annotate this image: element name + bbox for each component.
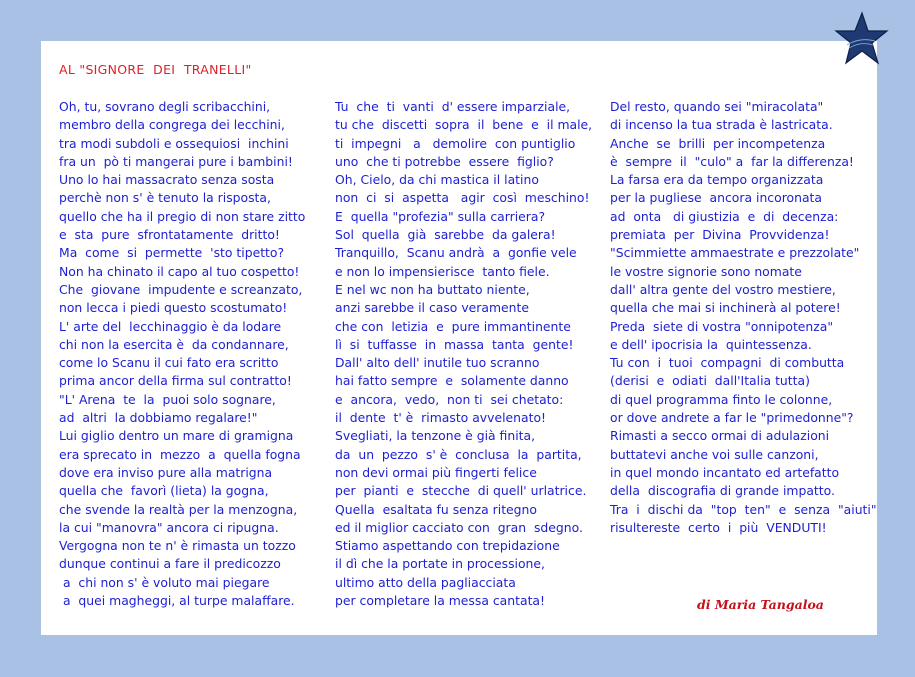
poem-line: è sempre il "culo" a far la differenza! [610,153,854,169]
poem-line: il dì che la portate in processione, [335,556,545,572]
poem-line: uno che ti potrebbe essere figlio? [335,153,554,169]
poem-page [41,41,877,635]
poem-line: di quel programma finto le colonne, [610,391,833,407]
poem-title: AL "SIGNORE DEI TRANELLI" [59,62,252,77]
poem-line: tra modi subdoli e ossequiosi inchini [59,135,289,151]
poem-line: dove era inviso pure alla matrigna [59,464,273,480]
poem-line: Preda siete di vostra "onnipotenza" [610,318,834,334]
poem-line: premiata per Divina Provvidenza! [610,227,830,243]
poem-line: Vergogna non te n' è rimasta un tozzo [59,538,296,554]
poem-line: quella che favorì (lieta) la gogna, [59,483,269,499]
poem-line: e ancora, vedo, non ti sei chetato: [335,391,564,407]
poem-line: tu che discetti sopra il bene e il male, [335,117,593,133]
poem-line: Svegliati, la tenzone è già finita, [335,428,536,444]
poem-line: di incenso la tua strada è lastricata. [610,117,833,133]
poem-line: (derisi e odiati dall'Italia tutta) [610,373,810,389]
poem-line: fra un pò ti mangerai pure i bambini! [59,153,293,169]
poem-line: Non ha chinato il capo al tuo cospetto! [59,263,300,279]
poem-line: che svende la realtà per la menzogna, [59,501,298,517]
poem-line: Tu che ti vanti d' essere imparziale, [335,99,571,114]
poem-line: ed il miglior cacciato con gran sdegno. [335,519,583,535]
poem-line: "L' Arena te la puoi solo sognare, [59,391,276,407]
poem-line: prima ancor della firma sul contratto! [59,373,292,389]
poem-line: Tu con i tuoi compagni di combutta [610,355,845,371]
poem-line: Sol quella già sarebbe da galera! [335,227,556,243]
poem-line: Oh, tu, sovrano degli scribacchini, [59,99,271,114]
poem-line: hai fatto sempre e solamente danno [335,373,569,389]
poem-line: a chi non s' è voluto mai piegare [59,574,270,590]
poem-line: era sprecato in mezzo a quella fogna [59,446,301,462]
poem-line: perchè non s' è tenuto la risposta, [59,190,271,206]
poem-line: Quella esaltata fu senza ritegno [335,501,537,517]
poem-line: per completare la messa cantata! [335,593,545,609]
poem-line: in quel mondo incantato ed artefatto [610,464,840,480]
star-badge-icon [829,11,891,73]
poem-line: dall' altra gente del vostro mestiere, [610,281,836,297]
poem-line: or dove andrete a far le "primedonne"? [610,410,854,426]
poem-line: Del resto, quando sei "miracolata" [610,99,824,114]
poem-line: dunque continui a fare il predicozzo [59,556,281,572]
poem-line: non devi ormai più fingerti felice [335,464,537,480]
poem-line: come lo Scanu il cui fato era scritto [59,355,279,371]
poem-line: le vostre signorie sono nomate [610,263,802,279]
poem-line: Tra i dischi da "top ten" e senza "aiuti" [610,501,877,517]
poem-line: Anche se brilli per incompetenza [610,135,826,151]
poem-line: e sta pure sfrontatamente dritto! [59,227,280,243]
author-signature: di Maria Tangaloa [697,597,824,612]
poem-column-3 [610,98,877,537]
poem-line: Stiamo aspettando con trepidazione [335,538,560,554]
poem-line: ultimo atto della pagliacciata [335,574,516,590]
poem-line: risultereste certo i più VENDUTI! [610,519,827,535]
poem-line: e non lo impensierisce tanto fiele. [335,263,550,279]
poem-line: il dente t' è rimasto avvelenato! [335,410,546,426]
poem-line: membro della congrega dei lecchini, [59,117,285,133]
poem-line: ad altri la dobbiamo regalare!" [59,410,258,426]
poem-line: quella che mai si inchinerà al potere! [610,300,841,316]
poem-line: la cui "manovra" ancora ci ripugna. [59,519,279,535]
poem-line: ad onta di giustizia e di decenza: [610,208,839,224]
poem-line: ti impegni a demolire con puntiglio [335,135,576,151]
poem-line: anzi sarebbe il caso veramente [335,300,529,316]
poem-column-1 [59,98,305,610]
poem-line: non lecca i piedi questo scostumato! [59,300,288,316]
poem-line: non ci si aspetta agir così meschino! [335,190,590,206]
poem-line: E nel wc non ha buttato niente, [335,281,530,297]
poem-column-2 [335,98,592,610]
poem-line: a quei magheggi, al turpe malaffare. [59,593,295,609]
poem-line: che con letizia e pure immantinente [335,318,571,334]
poem-line: della discografia di grande impatto. [610,483,835,499]
poem-line: Rimasti a secco ormai di adulazioni [610,428,830,444]
poem-line: buttatevi anche voi sulle canzoni, [610,446,819,462]
poem-line: per pianti e stecche di quell' urlatrice. [335,483,587,499]
poem-line: Tranquillo, Scanu andrà a gonfie vele [335,245,577,261]
poem-line: La farsa era da tempo organizzata [610,172,824,188]
poem-line: Ma come si permette 'sto tipetto? [59,245,285,261]
poem-line: per la pugliese ancora incoronata [610,190,822,206]
poem-line: Lui giglio dentro un mare di gramigna [59,428,294,444]
poem-line: lì si tuffasse in massa tanta gente! [335,336,574,352]
poem-line: e dell' ipocrisia la quintessenza. [610,336,812,352]
poem-line: chi non la esercita è da condannare, [59,336,289,352]
poem-line: da un pezzo s' è conclusa la partita, [335,446,582,462]
poem-line: quello che ha il pregio di non stare zitto [59,208,306,224]
poem-line: E quella "profezia" sulla carriera? [335,208,546,224]
poem-line: Dall' alto dell' inutile tuo scranno [335,355,540,371]
poem-line: Oh, Cielo, da chi mastica il latino [335,172,539,188]
poem-line: L' arte del lecchinaggio è da lodare [59,318,282,334]
poem-line: Che giovane impudente e screanzato, [59,281,303,297]
poem-line: "Scimmiette ammaestrate e prezzolate" [610,245,860,261]
poem-line: Uno lo hai massacrato senza sosta [59,172,275,188]
